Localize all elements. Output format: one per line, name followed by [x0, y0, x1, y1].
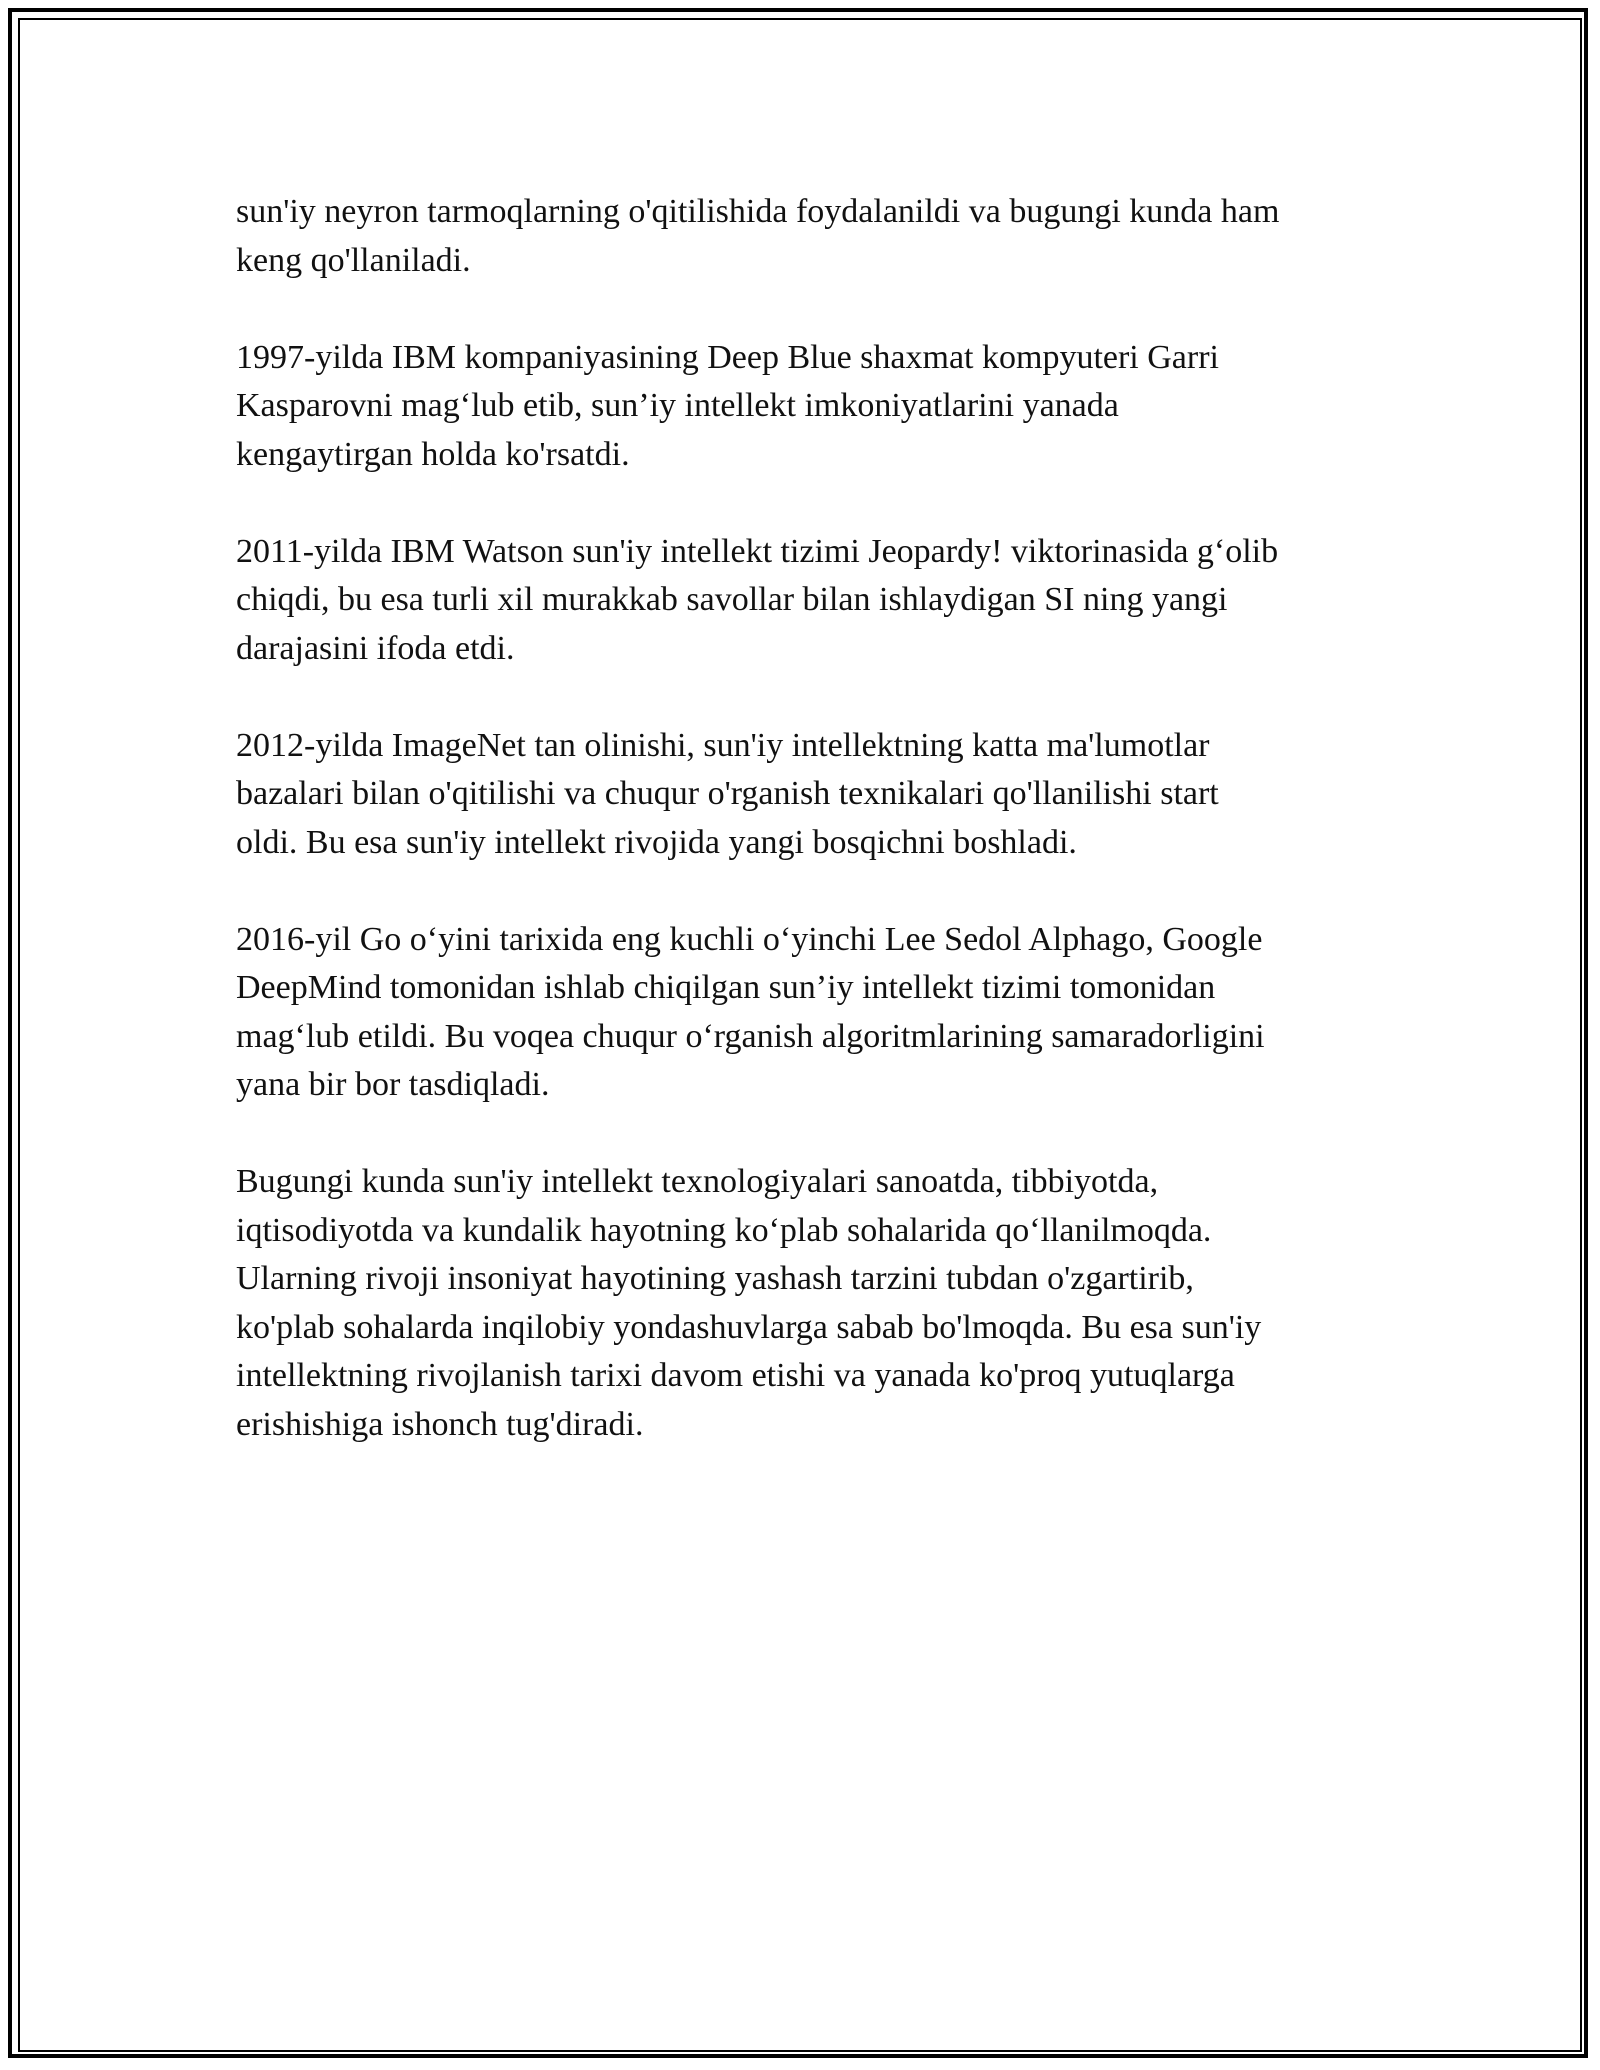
paragraph-today: Bugungi kunda sun'iy intellekt texnologiyalari sanoatda, tibbiyotda, iqtisodiyotda va kundalik hayotning ko‘plab sohalarida qo‘llanilmoqda. Ularning rivoji insoniyat hayotining yashash tarzini tubdan o'zgartirib, ko'plab sohalarda inqilobiy yondashuvlarga sabab bo'lmoqda. Bu esa sun'iy intellektning rivojlanish tarixi davom etishi va yanada ko'proq yutuqlarga erishishiga ishonch tug'diradi. [236, 1163, 1262, 1443]
document-body [236, 188, 1376, 1498]
paragraph-imagenet: 2012-yilda ImageNet tan olinishi, sun'iy intellektning katta ma'lumotlar bazalari bilan o'qitilishi va chuqur o'rganish texnikalari qo'llanilishi start oldi. Bu esa sun'iy intellekt rivojida yangi bosqichni boshladi. [236, 726, 1219, 861]
paragraph-alphago: 2016-yil Go o‘yini tarixida eng kuchli o‘yinchi Lee Sedol Alphago, Google DeepMind tomonidan ishlab chiqilgan sun’iy intellekt tizimi tomonidan mag‘lub etildi. Bu voqea chuqur o‘rganish algoritmlarining samaradorligini yana bir bor tasdiqladi. [236, 920, 1265, 1103]
paragraph-neural-networks: sun'iy neyron tarmoqlarning o'qitilishida foydalanildi va bugungi kunda ham keng qo'llaniladi. [236, 193, 1280, 279]
paragraph-deep-blue: 1997-yilda IBM kompaniyasining Deep Blue shaxmat kompyuteri Garri Kasparovni mag‘lub etib, sun’iy intellekt imkoniyatlarini yanada kengaytirgan holda ko'rsatdi. [236, 338, 1219, 473]
paragraph-watson: 2011-yilda IBM Watson sun'iy intellekt tizimi Jeopardy! viktorinasida g‘olib chiqdi, bu esa turli xil murakkab savollar bilan ishlaydigan SI ning yangi darajasini ifoda etdi. [236, 532, 1279, 667]
